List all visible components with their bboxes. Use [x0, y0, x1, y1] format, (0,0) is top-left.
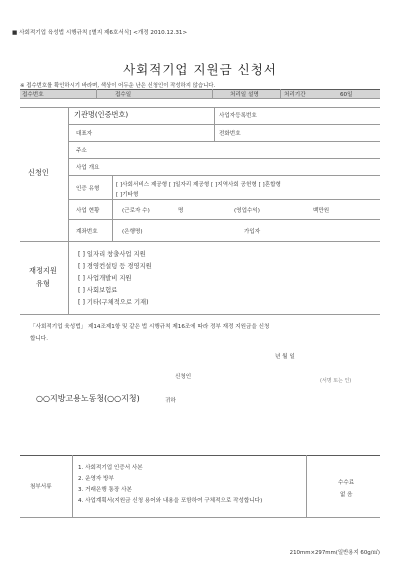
receipt-number-label: 접수번호	[22, 92, 44, 98]
support-option-consulting: [ ] 경영컨설팅 등 경영지원	[78, 263, 152, 270]
attachments-label: 첨부서류	[30, 484, 52, 490]
cert-type-label: 인증 유형	[76, 186, 100, 192]
process-period-label: 처리기간	[284, 92, 306, 98]
instruction-note: ※ 접수번호를 확인하시기 바라며, 색상이 어두운 난은 신청인이 작성하지 않습니다.	[20, 83, 216, 89]
biz-reg-no-label: 사업자등록번호	[219, 113, 257, 119]
receipt-date-label: 접수일	[115, 92, 132, 98]
table-top-border	[20, 89, 380, 90]
support-option-other: [ ] 기타(구체적으로 기재)	[78, 299, 149, 306]
employees-unit: 명	[178, 208, 184, 214]
recipient-office: ○○지방고용노동청(○○지청)	[36, 394, 140, 403]
date-line: 년 월 일	[275, 354, 295, 360]
signature-hint: (서명 또는 인)	[320, 378, 352, 384]
sub-label-divider	[112, 175, 113, 241]
attachment-item: 4. 사업계획서(지원금 신청 용어와 내용을 포함하여 구체적으로 작성합니다)	[78, 498, 263, 504]
support-section-label-2: 유형	[36, 279, 50, 288]
phone-label: 전화번호	[219, 131, 241, 137]
attachment-item: 2. 운영자 방부	[78, 476, 114, 482]
business-summary-label: 사업 개요	[76, 165, 100, 171]
holder-label: 가입자	[244, 229, 261, 235]
page-title: 사회적기업 지원금 신청서	[123, 62, 277, 77]
statement-line-2: 합니다.	[30, 336, 48, 342]
representative-label: 대표자	[76, 131, 93, 137]
support-option-insurance: [ ] 사회보험료	[78, 287, 118, 294]
support-section-label: 재정지원	[29, 266, 57, 275]
process-date-label: 처리일 설명	[230, 92, 259, 98]
fee-label: 수수료	[338, 480, 355, 486]
revenue-unit: 백만원	[313, 208, 330, 214]
signer-label: 신청인	[175, 374, 192, 380]
paper-size-footer: 210mm×297mm(일반용지 60g/㎡)	[289, 550, 380, 556]
org-name-label: 기관명(인증번호)	[74, 110, 129, 119]
address-label: 주소	[76, 148, 87, 154]
revenue-label: (영업수익)	[234, 208, 260, 214]
cert-type-options: [ ]사회서비스 제공형 [ ]일자리 제공형 [ ]지역사회 공헌형 [ ]혼합형	[116, 182, 281, 188]
attachment-item: 1. 사회적기업 인증서 사본	[78, 465, 143, 471]
attachment-item: 3. 거래은행 통장 사본	[78, 487, 132, 493]
process-period-value: 60일	[340, 92, 353, 98]
support-option-business-dev: [ ] 사업개발비 지원	[78, 275, 132, 282]
org-column-divider	[214, 107, 215, 141]
bank-label: (은행명)	[122, 229, 143, 235]
applicant-section-label: 신청인	[28, 168, 49, 177]
statement-line-1: 「사회적기업 육성법」 제14조제1항 및 같은 법 시행규칙 제16조에 따라 정부 재정 지원금을 신청	[30, 324, 270, 330]
fee-value: 없 음	[340, 492, 353, 498]
business-status-label: 사업 현황	[76, 208, 100, 214]
recipient-suffix: 귀하	[165, 398, 176, 404]
form-header: ■ 사회적기업 육성법 시행규칙 [별지 제6호서식] <개정 2010.12.31>	[12, 30, 188, 36]
cert-type-options-other: [ ]기타형	[116, 192, 139, 198]
account-label: 계좌번호	[76, 229, 98, 235]
employees-label: (근로자 수)	[122, 208, 150, 214]
support-option-job-creation: [ ] 일자리 창출사업 지원	[78, 251, 146, 258]
receipt-row	[20, 89, 380, 98]
